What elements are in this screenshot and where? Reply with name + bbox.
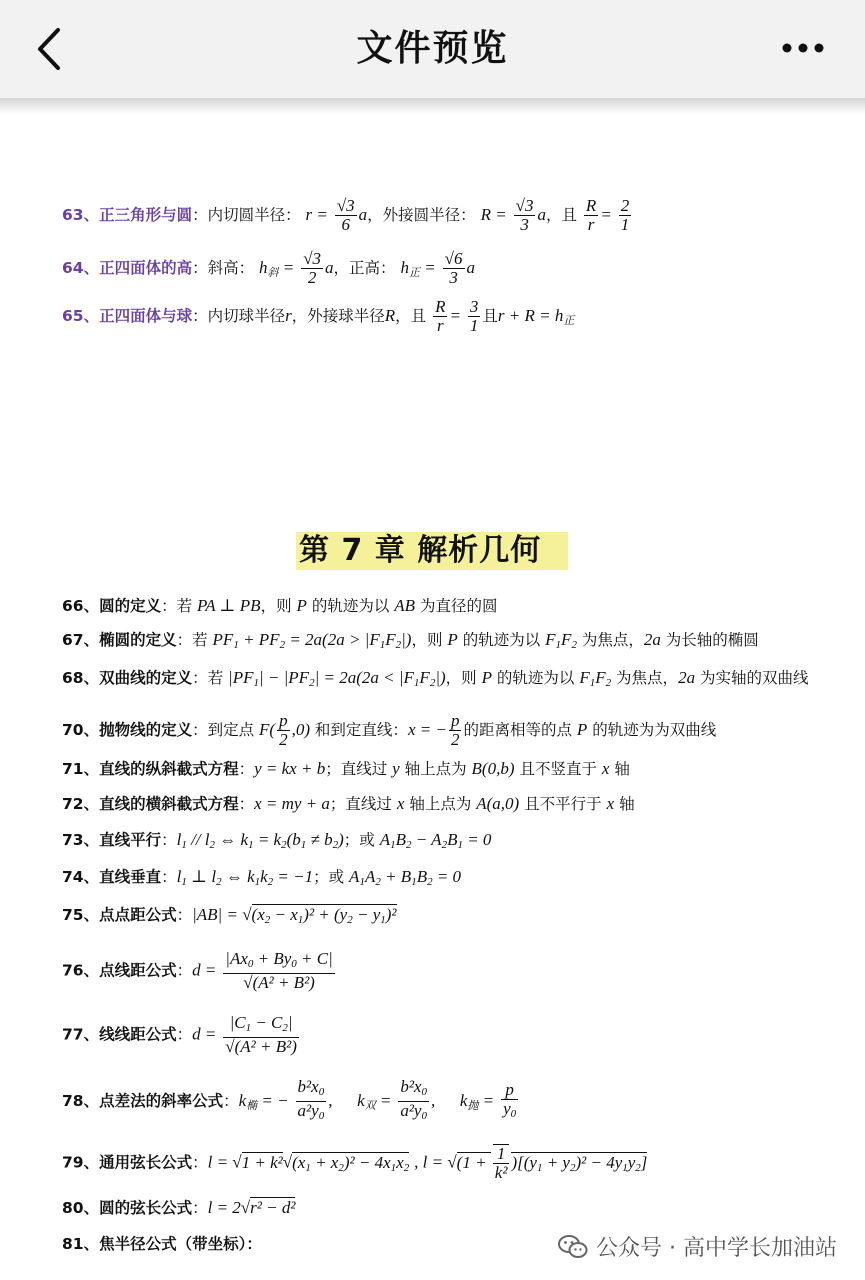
item-71: 71、直线的纵斜截式方程：y = kx + b；直线过 y 轴上点为 B(0,b) 且不竖直于 x 轴	[62, 759, 630, 778]
item-81: 81、焦半径公式（带坐标）：	[62, 1235, 262, 1253]
item-66: 66、圆的定义：若 PA ⊥ PB，则 P 的轨迹为以 AB 为直径的圆	[62, 596, 498, 615]
item-73: 73、直线平行：$l_1 // l_2$ ⇔ $k_1 = k_2(b_1 \ne b_2)$；或 $A_1B_2 - A_2B_1 = 0$	[62, 830, 492, 851]
item-68: 68、双曲线的定义：若 $|PF_1| - |PF_2| = 2a(2a < |F_1F_2|)$，则 P 的轨迹为以 $F_1F_2$ 为焦点，2a 为实轴的双曲线	[62, 668, 809, 689]
item-63: 63、正三角形与圆：内切圆半径： r = $\frac{√3}{6}$ a，外接圆半径： R = $\frac{√3}{3}$ a，且 $\frac{R}{r}$ = $\frac{2}{1}$	[62, 196, 630, 234]
item-70: 70、抛物线的定义：到定点 F( $\frac{p}{2}$ ,0) 和到定直线：x = − $\frac{p}{2}$ 的距离相等的点 P 的轨迹为为双曲线	[62, 711, 717, 749]
wechat-icon	[558, 1234, 588, 1260]
item-77: 77、线线距公式：d = $\frac{|C_1 - C_2|}{\text{√(A² + B²)}}$	[62, 1013, 297, 1056]
item-64: 64、正四面体的高：斜高： $h_斜$ = $\frac{√3}{2}$ a，正高： $h_正$ = $\frac{√6}{3}$ a	[62, 249, 475, 287]
top-bar	[0, 0, 865, 100]
item-72: 72、直线的横斜截式方程：x = my + a；直线过 x 轴上点为 A(a,0) 且不平行于 x 轴	[62, 794, 635, 813]
item-78: 78、点差法的斜率公式：$k_椭$ = − $\frac{b^2x_0}{a^2y_0}$ , $k_双$ = $\frac{b^2x_0}{a^2y_0}$ , $k_抛$ = $\frac{p}{y_0}$	[62, 1077, 517, 1122]
top-bar-shadow	[0, 98, 865, 114]
item-80: 80、圆的弦长公式：l = 2√r² − d²	[62, 1198, 296, 1217]
item-74: 74、直线垂直：$l_1$ ⊥ $l_2$ ⇔ $k_1k_2 = -1$；或 $A_1A_2 + B_1B_2 = 0$	[62, 867, 462, 888]
watermark	[558, 1231, 837, 1262]
watermark-text: 公众号 · 高中学长加油站	[596, 1236, 837, 1261]
item-65: 65、正四面体与球：内切球半径r，外接球半径R，且 $\frac{R}{r}$ = $\frac{3}{1}$ 且$r + R = h_正$	[62, 297, 575, 335]
item-75: 75、点点距公式：$|AB| = √(x_2 - x_1)^2 + (y_2 - y_1)^2$	[62, 905, 397, 926]
chapter-heading: 第 7 章 解析几何	[296, 532, 568, 570]
more-dots-icon[interactable]	[781, 38, 825, 58]
item-79: 79、通用弦长公式：$l = √1 + k^2√(x_1 + x_2)^2 - 4x_1x_2$ , l = √(1 + $\frac{1}{\text{k²}}$ )$[(y_1 + y_2)^2 - 4y_1y_2]$	[62, 1144, 648, 1182]
document-page	[0, 114, 865, 1280]
item-76: 76、点线距公式：d = $\frac{|Ax_0 + By_0 + C|}{\text{√(A² + B²)}}$	[62, 949, 333, 992]
item-67: 67、椭圆的定义：若 $PF_1 + PF_2 = 2a(2a > |F_1F_2|)$，则 P 的轨迹为以 $F_1F_2$ 为焦点，2a 为长轴的椭圆	[62, 630, 759, 651]
page-title: 文件预览	[356, 28, 509, 69]
